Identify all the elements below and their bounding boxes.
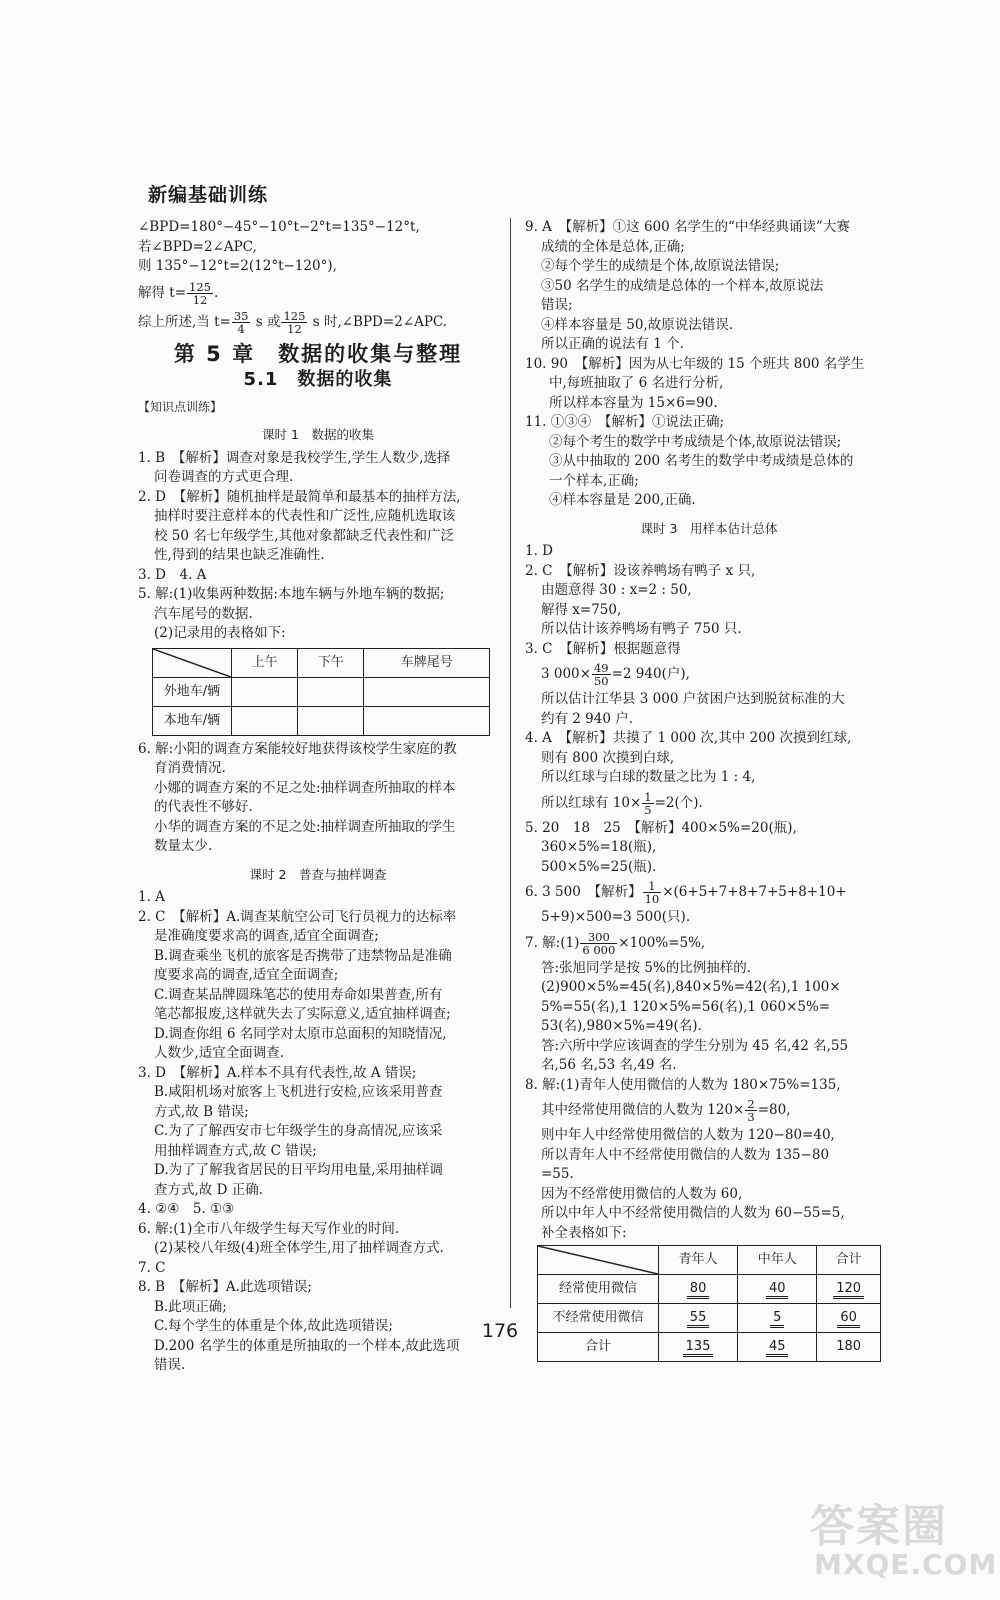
answer-line: 名,56 名,53 名,49 名. [541,1057,677,1073]
answer-line: 所以红球与白球的数量之比为 1 : 4, [541,769,756,785]
answer-line: ②每个学生的成绩是个体,故原说法错误; [541,258,780,274]
watermark-text: 答案圈 [810,1501,948,1552]
answer-line: 2. C 【解析】A.调查某航空公司飞行员视力的达标率 [138,908,457,925]
intro-line-1: ∠BPD=180°−45°−10°t−2°t=135°−12°t, [138,219,420,235]
answer-line: 2. C 【解析】设该养鸭场有鸭子 x 只, [525,562,756,579]
table-cell [298,706,364,735]
answer-line: 5. 20 18 25 【解析】400×5%=20(瓶), [525,819,797,836]
page-number: 176 [481,1320,519,1342]
denominator: 10 [644,892,660,906]
table-cell [817,1275,881,1304]
intro-text: 解得 t= [138,284,187,301]
answer-line: 1. D [525,543,553,559]
answer-line: 抽样时要注意样本的代表性和广泛性,应随机选取该 [154,508,456,524]
answer-line: 答:六所中学应该调查的学生分别为 45 名,42 名,55 [541,1037,849,1054]
answer-line: 度要求高的调查,适宜全面调查; [154,967,339,983]
table-cell [232,677,298,706]
denominator: 12 [287,321,302,336]
numerator: 49 [593,661,609,675]
answer-line: 所以估计江华县 3 000 户贫困户达到脱贫标准的大 [541,691,845,707]
answer-line: 补全表格如下: [541,1224,627,1241]
answer-line: 3. D 4. A [138,566,207,583]
denominator: 4 [237,321,245,336]
answer-line: 所以中年人中不经常使用微信的人数为 60−55=5, [541,1205,845,1221]
table-cell [659,1275,738,1304]
answer-line: ④样本容量是 200,正确. [549,492,696,508]
fraction [643,880,662,905]
answer-line [525,880,893,905]
numerator: 125 [283,308,306,323]
answer-line [525,931,893,956]
cell-value: 180 [836,1339,862,1355]
answer-line: 360×5%=18(瓶), [541,839,657,855]
answer-line: 53(名),980×5%=49(名). [541,1018,702,1034]
row-header: 不经常使用微信 [538,1304,659,1333]
answer-line: 5. 解:(1)收集两种数据:本地车辆与外地车辆的数据; [138,586,445,602]
numerator: 1 [644,789,652,804]
fraction [745,1098,756,1123]
math-text: 3 000× [541,666,591,682]
answer-line: 8. 解:(1)青年人使用微信的人数为 180×75%=135, [525,1076,841,1093]
fraction [281,310,307,335]
answer-line: 约有 2 940 户. [541,710,634,727]
answer-line: 5+9)×500=3 500(只). [541,909,691,925]
answer-line: 500×5%=25(瓶). [541,858,657,875]
answer-line: 育消费情况. [154,760,226,776]
answer-line: 成绩的全体是总体,正确; [541,238,685,255]
denominator: 12 [192,292,208,307]
cell-value: 135 [683,1339,714,1357]
answer-line: 5%=55(名),1 120×5%=56(名),1 060×5%= [541,998,831,1015]
numerator: 125 [189,279,211,294]
answer-line: 7. C [138,1259,166,1276]
intro-line-3: 则 135°−12°t=2(12°t−120°), [138,258,337,274]
lesson-title-3: 课时 3 用样本估计总体 [640,520,778,536]
answer-line: C.每个学生的体重是个体,故此选项错误; [154,1318,393,1334]
answer-line: 的代表性不够好. [154,799,253,815]
answer-line: 所以估计该养鸭场有鸭子 750 只. [541,621,742,637]
lesson-title-1: 课时 1 数据的收集 [262,427,374,442]
answer-line: ②每个考生的数学中考成绩是个体,故原说法错误; [549,433,842,450]
watermark-url: MXQE.COM [814,1548,998,1581]
answer-line: ③50 名学生的成绩是总体的一个样本,故原说法 [541,277,824,294]
row-header: 经常使用微信 [538,1275,659,1304]
answer-line: 中,每班抽取了 6 名进行分析, [549,375,724,391]
cell-value: 45 [766,1339,789,1357]
answer-line: 人数少,适宜全面调查. [154,1045,285,1061]
chapter-title: 第 5 章 数据的收集与整理 [173,341,463,366]
cell-value: 80 [687,1281,710,1299]
answer-line: B.调查乘坐飞机的旅客是否携带了违禁物品是准确 [154,947,452,964]
column-header: 下午 [298,648,364,677]
answer-line: 汽车尾号的数据. [154,605,253,622]
intro-text: 综上所述,当 t= [138,313,231,330]
answer-line: 所以青年人中不经常使用微信的人数为 135−80 [541,1146,830,1163]
answer-line: B.咸阳机场对旅客上飞机进行安检,应该采用普查 [154,1084,443,1100]
answer-line: 小娜的调查方案的不足之处:抽样调查所抽取的样本 [154,779,456,796]
denominator: 3 [747,1110,755,1124]
numerator: 1 [643,880,662,893]
intro-text: s 或 [251,313,281,330]
answer-line: 3. C 【解析】根据题意得 [525,640,681,657]
answer-line: 错误. [154,1357,186,1373]
answer-line: 数量太少. [154,838,213,854]
answer-line: 8. B 【解析】A.此选项错误; [138,1279,312,1295]
answer-line: =55. [541,1166,574,1182]
wechat-table [537,1245,881,1362]
answer-line [525,662,893,687]
answer-line: 所以样本容量为 15×6=90. [549,394,718,411]
answer-line: ④样本容量是 50,故原说法错误. [541,316,734,333]
answer-line: 3. D 【解析】A.样本不具有代表性,故 A 错误; [138,1064,417,1081]
diagonal-line [538,1246,658,1274]
column-header: 合计 [817,1246,881,1275]
numerator: 35 [233,308,249,323]
lesson-title-2: 课时 2 普查与抽样调查 [249,866,387,882]
right-column [525,218,893,1362]
answer-line: 6. 解:小阳的调查方案能较好地获得该校学生家庭的教 [138,740,457,757]
answer-line: 1. A [138,889,165,905]
answer-line: (2)记录用的表格如下: [154,625,286,641]
intro-text: . [213,284,219,301]
answer-line: 校 50 名七年级学生,其他对象都缺乏代表性和广泛 [154,527,455,544]
intro-line-2: 若∠BPD=2∠APC, [138,238,257,255]
cell-value: 55 [687,1310,710,1328]
math-text: 6. 3 500 【解析】 [525,884,642,900]
cell-value: 5 [770,1310,784,1328]
answer-line: 则中年人中经常使用微信的人数为 120−80=40, [541,1127,835,1143]
answer-line [525,1098,893,1123]
answer-line: C.调查某品牌圆珠笔芯的使用寿命如果普查,所有 [154,986,443,1003]
fraction [592,662,611,687]
table-cell [364,677,490,706]
answer-line: 所以正确的说法有 1 个. [541,336,684,352]
cell-value: 60 [837,1310,860,1328]
answer-line: 解得 x=750, [541,601,622,618]
math-text: 其中经常使用微信的人数为 120× [541,1102,745,1118]
answer-line: 因为不经常使用微信的人数为 60, [541,1185,743,1202]
answer-line: 10. 90 【解析】因为从七年级的 15 个班共 800 名学生 [525,355,865,372]
answer-line: D.200 名学生的体重是所抽取的一个样本,故此选项 [154,1337,460,1354]
answer-line: 6. 解:(1)全市八年级学生每天写作业的时间. [138,1220,400,1237]
table-cell [364,706,490,735]
left-column [138,218,498,1376]
answer-line: 一个样本,正确; [549,472,639,489]
answer-line: 9. A 【解析】①这 600 名学生的“中华经典诵读”大赛 [525,219,850,235]
answer-line: 2. D 【解析】随机抽样是最简单和最基本的抽样方法, [138,488,461,505]
fraction [642,791,653,816]
answer-line: D.调查你组 6 名同学对太原市总面积的知晓情况, [154,1025,447,1042]
fraction [232,310,251,335]
diagonal-line [153,649,231,677]
answer-line: 4. ②④ 5. ①③ [138,1201,235,1217]
answer-line: 11. ①③④ 【解析】①说法正确; [525,414,725,430]
book-title: 新编基础训练 [148,184,269,206]
intro-line-5 [138,310,498,335]
answer-line: ③从中抽取的 200 名考生的数学中考成绩是总体的 [549,453,854,469]
answer-line: 用抽样调查方式,故 C 错误; [154,1142,317,1159]
column-header: 车牌尾号 [364,648,490,677]
row-header: 外地车/辆 [153,677,232,706]
table-cell [298,677,364,706]
answer-line: (2)某校八年级(4)班全体学生,用了抽样调查方式. [154,1240,444,1256]
answer-line [525,791,893,816]
math-text: =2(个). [654,794,703,811]
fraction [580,931,617,956]
answer-line: B.此项正确; [154,1298,227,1315]
table-cell [232,706,298,735]
intro-line-4 [138,281,498,306]
column-header: 中年人 [738,1246,817,1275]
intro-text: s 时,∠BPD=2∠APC. [308,313,448,330]
section-title: 5.1 数据的收集 [243,369,393,390]
cell-value: 40 [766,1281,789,1299]
record-table [152,648,490,736]
denominator: 50 [593,674,609,688]
fraction [187,281,213,306]
numerator: 300 [580,931,617,944]
denominator: 5 [644,802,652,817]
answer-line: 小华的调查方案的不足之处:抽样调查所抽取的学生 [154,818,456,835]
answer-line: 答:张旭同学是按 5%的比例抽样的. [541,959,752,976]
answer-line: 则有 800 次摸到白球, [541,749,675,766]
answer-line: 查方式,故 D 正确. [154,1181,263,1198]
answer-line: 问卷调查的方式更合理. [154,469,294,485]
math-text: =2 940(户), [611,666,690,682]
column-divider [510,218,511,1308]
answer-line: 1. B 【解析】调查对象是我校学生,学生人数少,选择 [138,449,451,466]
answer-line: 笔芯都报废,这样就失去了实际意义,适宜抽样调查; [154,1006,451,1022]
answer-line: 方式,故 B 错误; [154,1103,249,1120]
diagonal-header-cell [538,1246,659,1275]
diagonal-header-cell [153,648,232,677]
math-text: ×(6+5+7+8+7+5+8+10+ [662,884,847,900]
answer-line: 4. A 【解析】共摸了 1 000 次,其中 200 次摸到红球, [525,730,852,746]
numerator: 2 [747,1097,755,1111]
math-text: ×100%=5%, [618,934,706,951]
answer-line: 性,得到的结果也缺乏准确性. [154,547,325,563]
math-text: =80, [757,1102,791,1118]
table-cell [738,1275,817,1304]
column-header: 上午 [232,648,298,677]
math-text: 7. 解:(1) [525,934,580,951]
row-header: 合计 [538,1333,659,1362]
answer-line: C.为了了解西安市七年级学生的身高情况,应该采 [154,1123,443,1139]
answer-line: 由题意得 30 : x=2 : 50, [541,582,692,598]
answer-line: D.为了了解我省居民的日平均用电量,采用抽样调 [154,1162,443,1178]
section-tag: 【知识点训练】 [138,399,223,414]
math-text: 所以红球有 10× [541,794,642,811]
answer-line: 是准确度要求高的调查,适宜全面调查; [154,928,379,944]
answer-line: 错误; [541,297,573,313]
column-header: 青年人 [659,1246,738,1275]
denominator: 6 000 [582,942,616,957]
watermark-logo [800,1490,998,1590]
answer-line: (2)900×5%=45(名),840×5%=42(名),1 100× [541,979,841,995]
row-header: 本地车/辆 [153,706,232,735]
cell-value: 120 [833,1281,864,1299]
